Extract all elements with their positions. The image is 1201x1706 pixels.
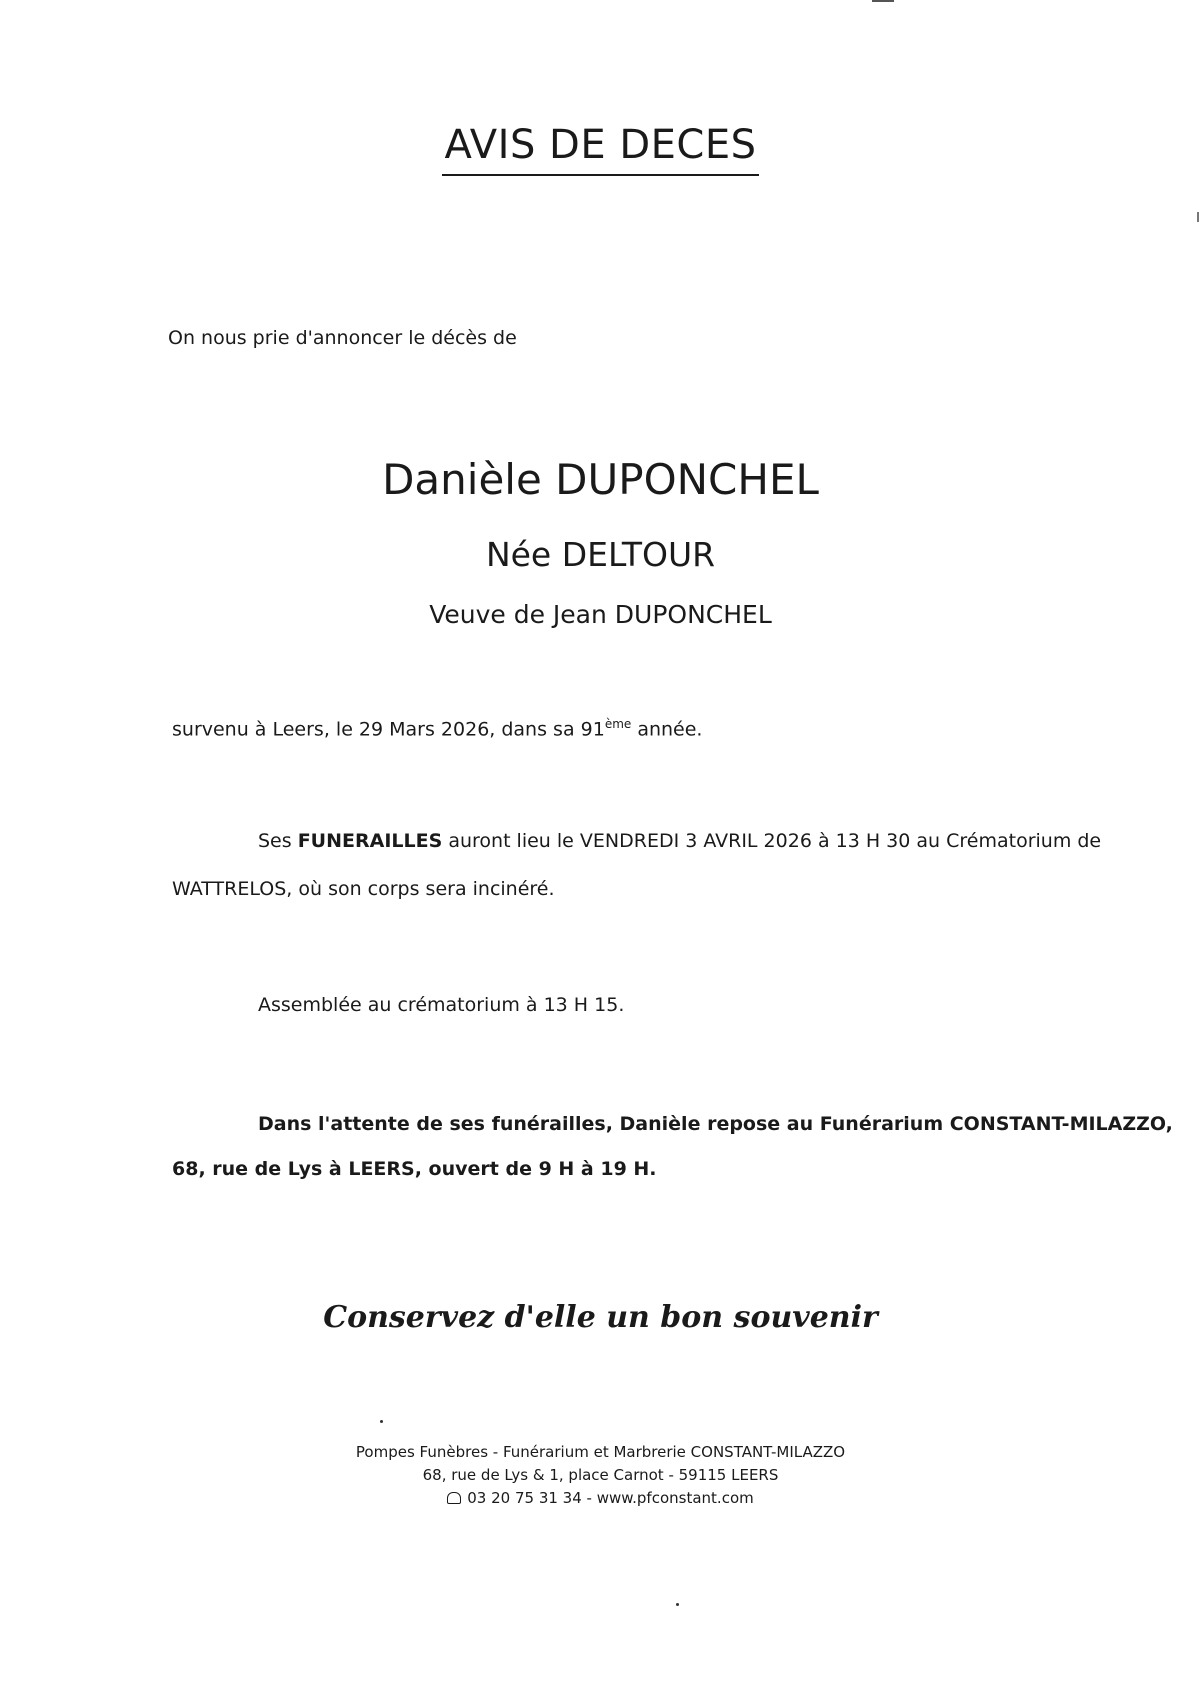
death-details: survenu à Leers, le 29 Mars 2026, dans sa 91ème année. <box>172 717 703 741</box>
funeral-line-1: Ses FUNERAILLES auront lieu le VENDREDI 3 AVRIL 2026 à 13 H 30 au Crématorium de <box>258 830 1102 852</box>
ordinal-suffix: ème <box>604 717 632 731</box>
funeral-line-2: WATTRELOS, où son corps sera incinéré. <box>172 878 555 900</box>
funeral-label: FUNERAILLES <box>297 830 443 852</box>
intro-text: On nous prie d'annoncer le décès de <box>168 327 517 349</box>
repose-line-2: 68, rue de Lys à LEERS, ouvert de 9 H à 19 H. <box>172 1158 657 1180</box>
scan-speck <box>380 1420 383 1423</box>
footer-company: Pompes Funèbres - Funérarium et Marbrerie CONSTANT-MILAZZO <box>355 1443 846 1461</box>
closing-phrase: Conservez d'elle un bon souvenir <box>323 1300 878 1335</box>
scan-mark <box>1197 212 1199 222</box>
footer-phone: 03 20 75 31 34 <box>467 1489 582 1507</box>
deceased-name: Danièle DUPONCHEL <box>382 455 819 504</box>
phone-icon <box>447 1492 461 1504</box>
widow-of: Veuve de Jean DUPONCHEL <box>429 600 772 629</box>
maiden-name: Née DELTOUR <box>485 535 716 574</box>
footer-contact: 03 20 75 31 34 - www.pfconstant.com <box>0 1489 1201 1507</box>
scan-mark <box>872 0 894 2</box>
notice-title: AVIS DE DECES <box>0 122 1201 168</box>
repose-line-1: Dans l'attente de ses funérailles, Danièle repose au Funérarium CONSTANT-MILAZZO, <box>258 1113 1173 1135</box>
footer-address: 68, rue de Lys & 1, place Carnot - 59115 LEERS <box>422 1466 779 1484</box>
footer-website: www.pfconstant.com <box>596 1489 754 1507</box>
scan-speck <box>676 1603 679 1606</box>
assembly-info: Assemblée au crématorium à 13 H 15. <box>258 994 625 1016</box>
